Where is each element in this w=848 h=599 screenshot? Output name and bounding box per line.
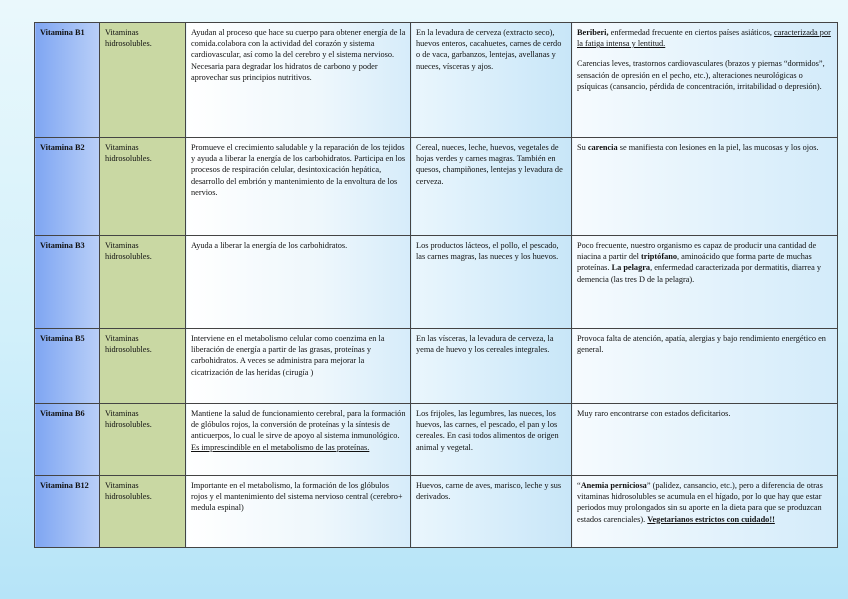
vitamin-function: Interviene en el metabolismo celular como coenzima en la liberación de energía a partir de las grasas, proteínas y carbohidratos. A veces se administra para mejorar la cicatrización de las heridas (cirugía )	[186, 329, 411, 404]
deficiency-underlined: caracterizada por la fatiga intensa y lentitud.	[577, 28, 831, 49]
deficiency-bold: carencia	[587, 143, 618, 152]
deficiency-text: ” (palidez, cansancio, etc.), pero a diferencia de otras vitaminas hidrosolubles se acumula en el hígado, por lo que hay que estar periodos muy prolongados sin su aporte en la dieta para que se produzcan estados carenciales).	[577, 481, 823, 524]
vitamin-sources: Huevos, carne de aves, marisco, leche y sus derivados.	[411, 476, 572, 548]
deficiency-text: Poco frecuente, nuestro organismo es capaz de producir una cantidad de niacina a partir del	[577, 241, 817, 262]
vitamins-table	[34, 22, 838, 548]
table-row	[35, 236, 838, 329]
vitamin-name: Vitamina B2	[35, 138, 100, 236]
vitamin-function	[186, 404, 411, 476]
vitamin-deficiency: Muy raro encontrarse con estados deficitarios.	[572, 404, 838, 476]
vitamin-type: Vitaminas hidrosolubles.	[100, 23, 186, 138]
function-underlined: Es imprescindible en el metabolismo de las proteínas.	[191, 442, 370, 452]
vitamin-sources: Cereal, nueces, leche, huevos, vegetales de hojas verdes y carnes magras. También en quesos, champiñones, lentejas y levadura de cerveza.	[411, 138, 572, 236]
deficiency-paragraph: Carencias leves, trastornos cardiovasculares (brazos y piernas “dormidos”, sensación de opresión en el pecho, etc.), alteraciones neurológicas o psíquicas (cansancio, pérdida de concentración, irritabilidad o depresión).	[577, 59, 825, 91]
deficiency-text: se manifiesta con lesiones en la piel, las mucosas y los ojos.	[617, 143, 819, 152]
vitamin-function: Importante en el metabolismo, la formación de los glóbulos rojos y el mantenimiento del sistema nervioso central (cerebro+ medula espinal)	[186, 476, 411, 548]
deficiency-text: enfermedad frecuente en ciertos países asiáticos,	[608, 28, 772, 37]
disease-name: Anemia perniciosa	[580, 481, 647, 490]
table-row	[35, 23, 838, 138]
function-text: Mantiene la salud de funcionamiento cerebral, para la formación de glóbulos rojos, la conversión de proteínas y la síntesis de anticuerpos, lo cual le sirve de apoyo al sistema inmunológico.	[191, 409, 406, 441]
vitamin-deficiency: Provoca falta de atención, apatía, alergias y bajo rendimiento energético en general.	[572, 329, 838, 404]
table-row	[35, 329, 838, 404]
vitamin-deficiency	[572, 138, 838, 236]
vitamin-sources: En las vísceras, la levadura de cerveza, la yema de huevo y los cereales integrales.	[411, 329, 572, 404]
vitamin-type: Vitaminas hidrosolubles.	[100, 138, 186, 236]
vitamin-type: Vitaminas hidrosolubles.	[100, 476, 186, 548]
vitamin-type: Vitaminas hidrosolubles.	[100, 236, 186, 329]
vitamin-sources: Los frijoles, las legumbres, las nueces, los huevos, las carnes, el pescado, el pan y los cereales. En casi todos alimentos de origen animal y vegetal.	[411, 404, 572, 476]
table-row	[35, 404, 838, 476]
vitamin-deficiency	[572, 476, 838, 548]
vitamin-deficiency	[572, 23, 838, 138]
vitamin-function: Ayuda a liberar la energía de los carbohidratos.	[186, 236, 411, 329]
deficiency-text: , enfermedad caracterizada por dermatitis, diarrea y demencia (las tres D de la pelagra).	[577, 263, 821, 284]
deficiency-paragraph	[577, 27, 833, 49]
disease-name: La pelagra	[611, 263, 651, 273]
deficiency-text: Su	[577, 143, 588, 152]
disease-name: Beriberi,	[577, 28, 609, 37]
vitamin-sources: En la levadura de cerveza (extracto seco), huevos enteros, cacahuetes, carnes de cerdo o de vaca, garbanzos, lentejas, avellanas y nueces, vísceras y ajos.	[411, 23, 572, 138]
vitamin-sources: Los productos lácteos, el pollo, el pescado, las carnes magras, las nueces y los huevos.	[411, 236, 572, 329]
vitamin-type: Vitaminas hidrosolubles.	[100, 404, 186, 476]
vitamin-name: Vitamina B12	[35, 476, 100, 548]
vitamin-deficiency	[572, 236, 838, 329]
vitamin-name: Vitamina B1	[35, 23, 100, 138]
deficiency-warning: Vegetarianos estrictos con cuidado!!	[647, 514, 775, 524]
table-row	[35, 138, 838, 236]
deficiency-bold: triptófano	[641, 252, 677, 262]
vitamin-name: Vitamina B6	[35, 404, 100, 476]
deficiency-text: , aminoácido que forma parte de muchas proteínas.	[577, 252, 812, 273]
table-row	[35, 476, 838, 548]
vitamin-name: Vitamina B5	[35, 329, 100, 404]
vitamin-name: Vitamina B3	[35, 236, 100, 329]
vitamin-type: Vitaminas hidrosolubles.	[100, 329, 186, 404]
vitamin-function: Ayudan al proceso que hace su cuerpo para obtener energía de la comida.colabora con la actividad del corazón y sistema cardiovascular, así como la del cerebro y el sistema nervioso. Necesaria para degradar los hidratos de carbono y poder aprovechar sus principios nutritivos.	[186, 23, 411, 138]
deficiency-text: “	[577, 481, 581, 490]
vitamin-function: Promueve el crecimiento saludable y la reparación de los tejidos y ayuda a liberar la energía de los carbohidratos. Participa en los procesos de respiración celular, desintoxicación hepática, desarrollo del embrión y mantenimiento de la envoltura de los nervios.	[186, 138, 411, 236]
